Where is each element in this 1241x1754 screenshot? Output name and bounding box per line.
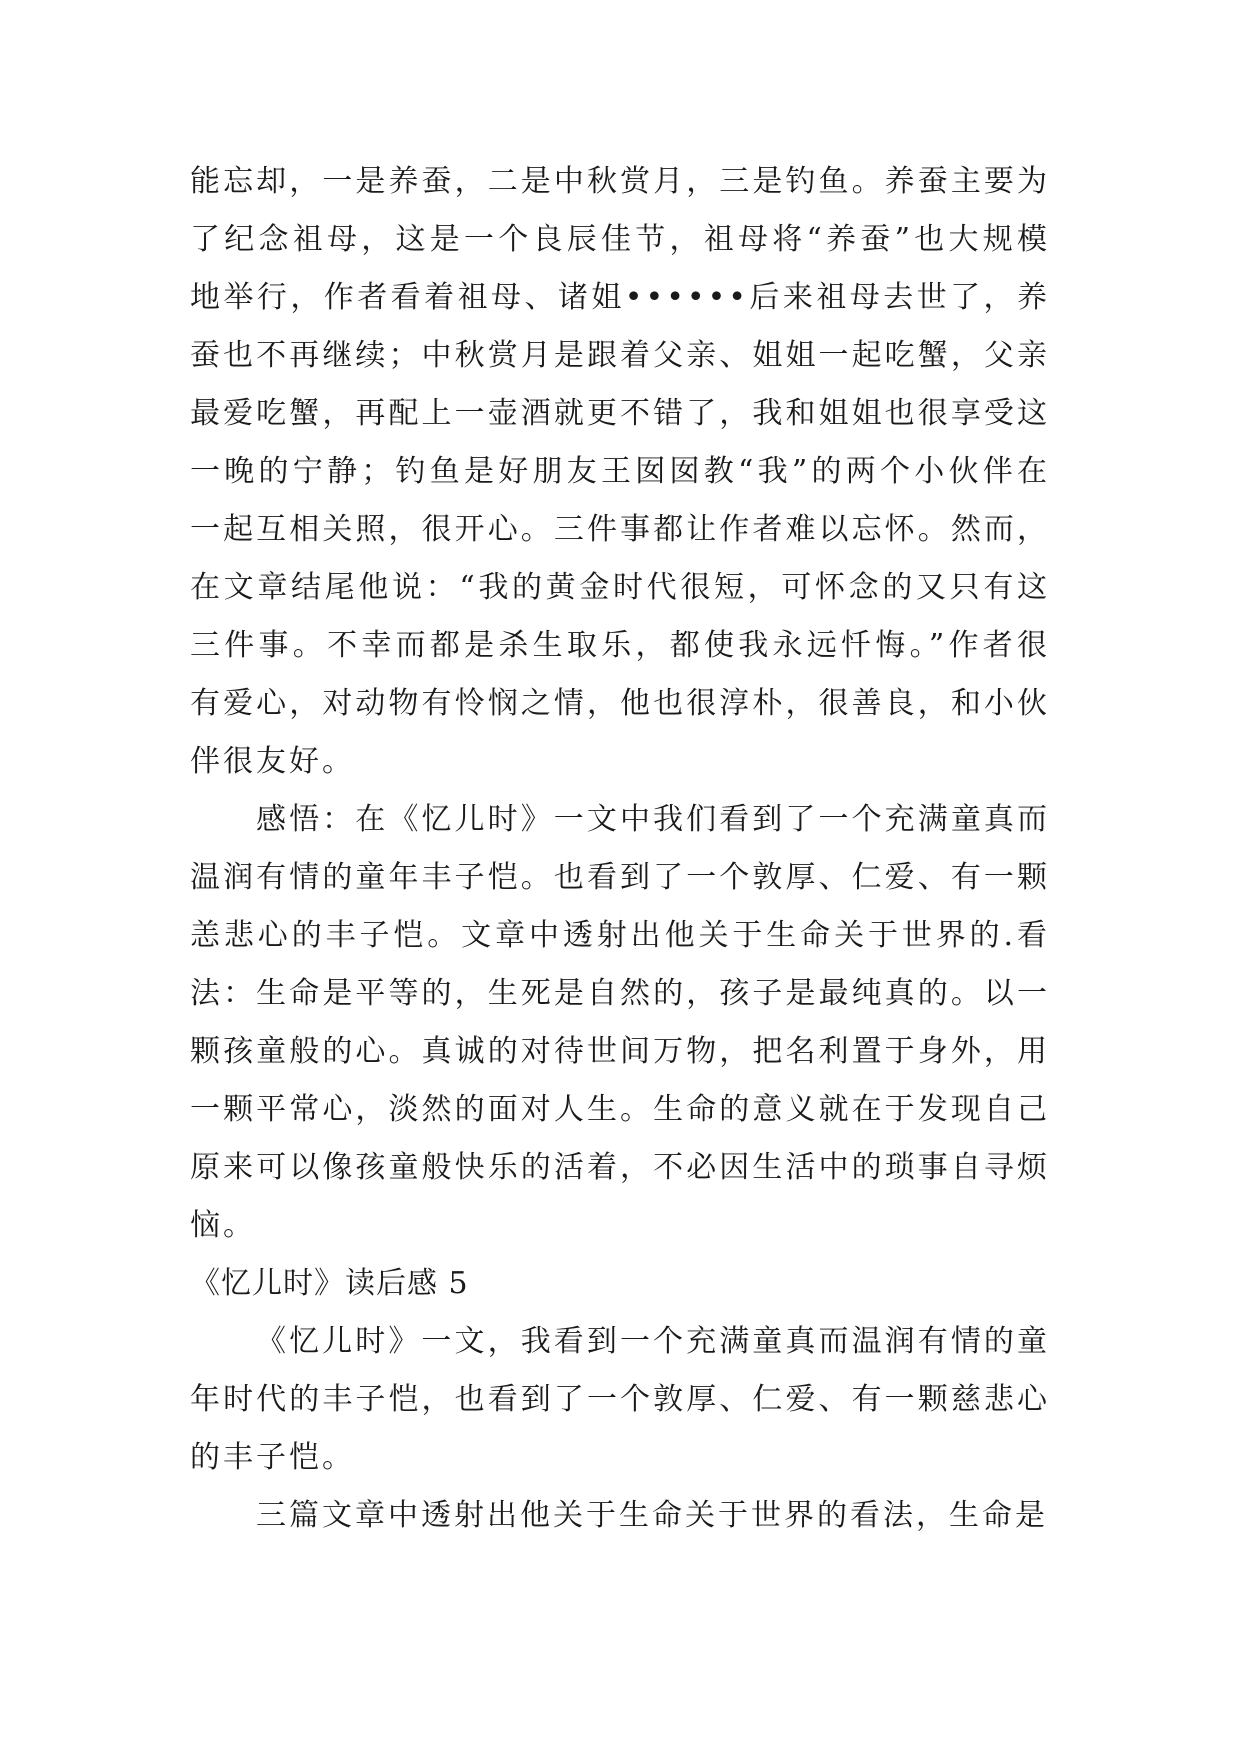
section-paragraph: 三篇文章中透射出他关于生命关于世界的看法，生命是 xyxy=(256,1498,1048,1533)
section-title: 《忆儿时》读后感 5 xyxy=(190,1266,469,1301)
body-paragraph: 能忘却，一是养蚕，二是中秋赏月，三是钓鱼。养蚕主要为了纪念祖母，这是一个良辰佳节，祖母将“养蚕”也大规模地举行，作者看着祖母、诸姐••••••后来祖母去世了，养蚕也不再继续；中秋赏月是跟着父亲、姐姐一起吃蟹，父亲最爱吃蟹，再配上一壶酒就更不错了，我和姐姐也很享受这一晚的宁静；钓鱼是好朋友王囡囡教“我”的两个小伙伴在一起互相关照，很开心。三件事都让作者难以忘怀。然而，在文章结尾他说：“我的黄金时代很短，可怀念的又只有这三件事。不幸而都是杀生取乐，都使我永远忏悔。”作者很有爱心，对动物有怜悯之情，他也很淳朴，很善良，和小伙伴很友好。 xyxy=(190,164,1050,779)
reflection-paragraph: 感悟：在《忆儿时》一文中我们看到了一个充满童真而温润有情的童年丰子恺。也看到了一个敦厚、仁爱、有一颗恙悲心的丰子恺。文章中透射出他关于生命关于世界的.看法：生命是平等的，生死是自然的，孩子是最纯真的。以一颗孩童般的心。真诚的对待世间万物，把名利置于身外，用一颗平常心，淡然的面对人生。生命的意义就在于发现自己原来可以像孩童般快乐的活着，不必因生活中的琐事自寻烦恼。 xyxy=(190,802,1050,1243)
section-paragraph: 《忆儿时》一文，我看到一个充满童真而温润有情的童年时代的丰子恺，也看到了一个敦厚、仁爱、有一颗慈悲心的丰子恺。 xyxy=(190,1324,1050,1475)
document-page xyxy=(190,153,1050,1545)
